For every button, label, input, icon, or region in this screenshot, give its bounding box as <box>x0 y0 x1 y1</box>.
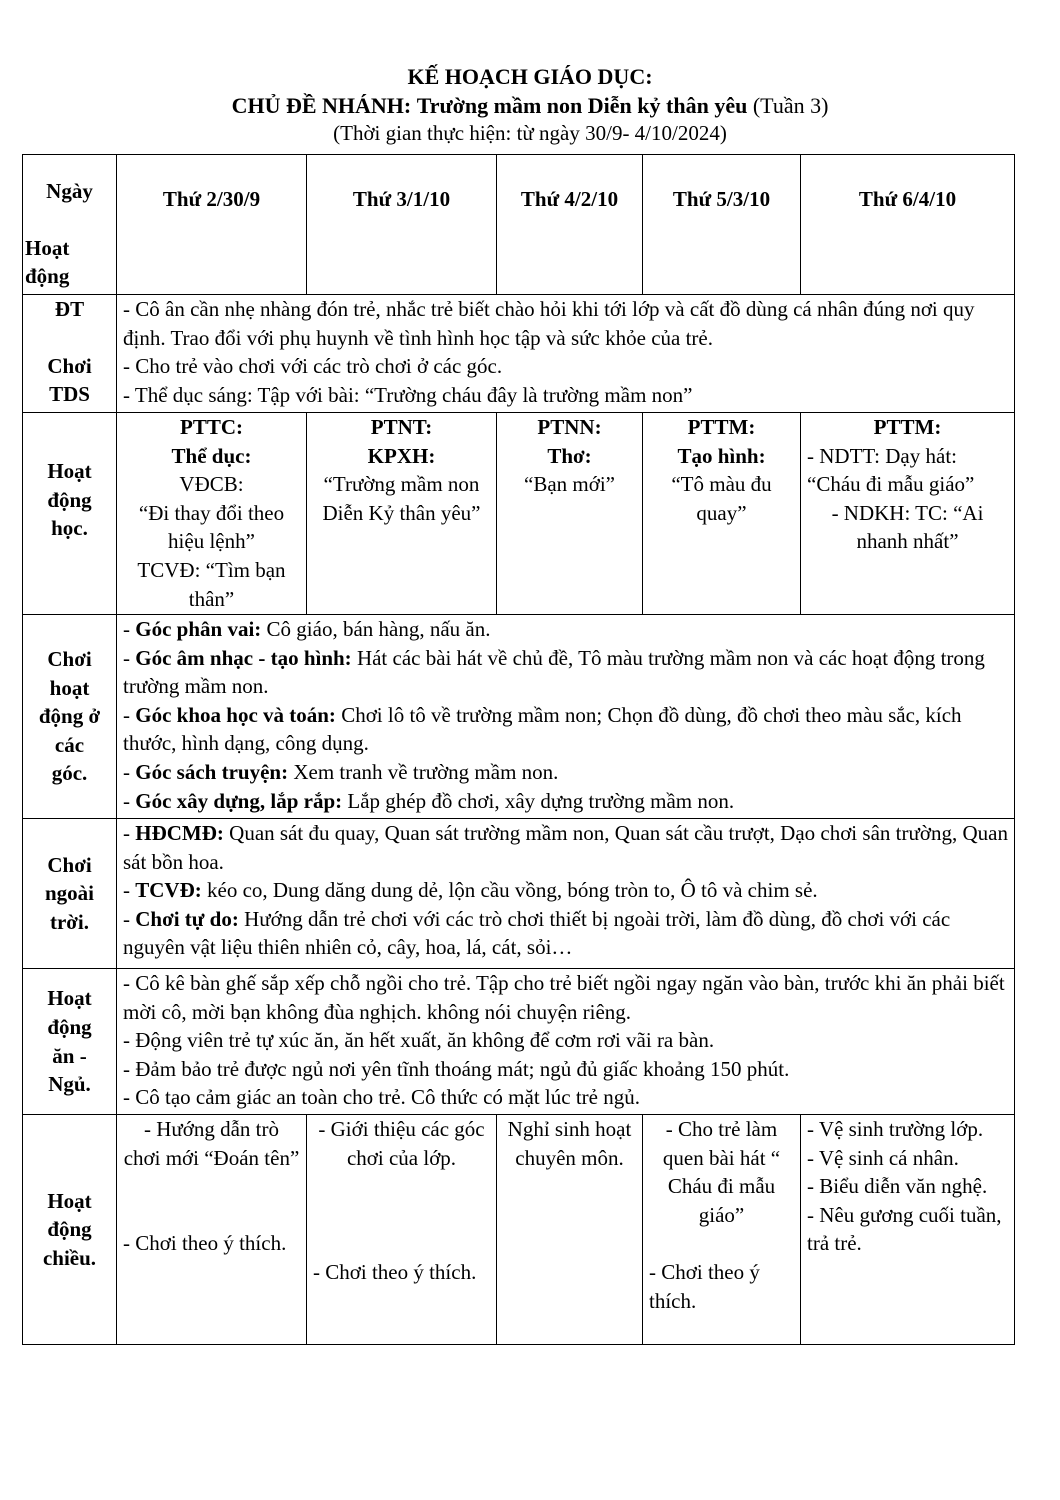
time-range: (Thời gian thực hiện: từ ngày 30/9- 4/10/2024) <box>333 121 727 145</box>
learning-fri-line: - NDKH: TC: “Ai nhanh nhất” <box>831 500 984 554</box>
learning-tue <box>307 413 497 615</box>
learning-mon-line: VĐCB: <box>179 472 244 497</box>
outdoor-item-text: kéo co, Dung dăng dung dẻ, lộn cầu vồng, bóng tròn to, Ô tô và chim sẻ. <box>207 878 818 903</box>
welcome-line: - Cho trẻ vào chơi với các trò chơi ở các góc. <box>123 354 503 379</box>
meal-label-4: Ngủ. <box>48 1072 91 1097</box>
corners-label-3: động ở <box>38 704 101 729</box>
afternoon-label-1: Hoạt <box>47 1188 92 1213</box>
subtitle-label: CHỦ ĐỀ NHÁNH: <box>231 93 412 118</box>
outdoor-item-text: Quan sát đu quay, Quan sát trường mầm non, Quan sát cầu trượt, Dạo chơi sân trường, Quan sát bồn hoa. <box>123 821 1008 874</box>
welcome-label <box>23 295 117 413</box>
corner-item-text: Xem tranh về trường mầm non. <box>293 759 559 784</box>
outdoor-row <box>23 819 1015 969</box>
learning-mon <box>117 413 307 615</box>
afternoon-fri-line: - Nêu gương cuối tuần, trả trẻ. <box>807 1202 1002 1256</box>
corner-item-text: Hát các bài hát về chủ đề, Tô màu trường mầm non và các hoạt động trong trường mầm non. <box>123 645 985 699</box>
welcome-row <box>23 295 1015 413</box>
learning-tue-line: “Trường mầm non Diễn Kỷ thân yêu” <box>322 472 481 525</box>
afternoon-thu-top: - Cho trẻ làm quen bài hát “ Cháu đi mẫu giáo” <box>662 1117 781 1227</box>
learning-label-2: động <box>47 487 92 512</box>
afternoon-wed <box>497 1115 643 1345</box>
afternoon-fri <box>801 1115 1015 1345</box>
afternoon-thu-bottom: - Chơi theo ý thích. <box>649 1260 760 1313</box>
corner-item-name: Góc âm nhạc - tạo hình: <box>135 645 352 670</box>
outdoor-item-name: HĐCMĐ: <box>135 821 224 845</box>
corners-label <box>23 615 117 819</box>
afternoon-row <box>23 1115 1015 1345</box>
afternoon-tue-top: - Giới thiệu các góc chơi của lớp. <box>318 1117 485 1170</box>
outdoor-item-text: Hướng dẫn trẻ chơi với các trò chơi thiết bị ngoài trời, làm đồ dùng, đồ chơi với các nguyên vật liệu thiên nhiên cỏ, cây, hoa, lá, cát, sỏi… <box>123 906 951 960</box>
day-header-mon: Thứ 2/30/9 <box>117 155 307 295</box>
afternoon-thu <box>643 1115 801 1345</box>
corner-item: - Góc khoa học và toán: Chơi lô tô về trường mầm non; Chọn đồ dùng, đồ chơi theo màu sắc, kích thước, hình dạng, công dụng. <box>123 702 962 756</box>
outdoor-label-2: ngoài <box>44 881 94 906</box>
learning-wed-area: PTNN: <box>537 415 602 439</box>
afternoon-tue <box>307 1115 497 1345</box>
meal-line: - Đảm bảo trẻ được ngủ nơi yên tĩnh thoáng mát; ngủ đủ giấc khoảng 150 phút. <box>123 1056 790 1081</box>
learning-thu-type: Tạo hình: <box>677 443 766 468</box>
corner-item-name: Góc sách truyện: <box>135 759 289 784</box>
learning-mon-type: Thể dục: <box>171 443 252 468</box>
learning-thu-area: PTTM: <box>687 415 756 439</box>
meal-label <box>23 969 117 1115</box>
learning-wed <box>497 413 643 615</box>
outdoor-item: - Chơi tự do: Hướng dẫn trẻ chơi với các trò chơi thiết bị ngoài trời, làm đồ dùng, đồ chơi với các nguyên vật liệu thiên nhiên cỏ, cây, hoa, lá, cát, sỏi… <box>123 906 951 960</box>
afternoon-fri-line: - Biểu diễn văn nghệ. <box>807 1174 988 1199</box>
afternoon-mon-top: - Hướng dẫn trò chơi mới “Đoán tên” <box>123 1117 300 1170</box>
learning-mon-line: TCVĐ: “Tìm bạn thân” <box>137 557 286 611</box>
learning-fri-area: PTTM: <box>873 415 942 439</box>
meal-label-1: Hoạt <box>47 986 92 1011</box>
document-title: KẾ HOẠCH GIÁO DỤC: <box>407 64 653 89</box>
subtitle-topic: Trường mầm non Diễn kỷ thân yêu <box>416 93 748 118</box>
corner-item-text: Chơi lô tô về trường mầm non; Chọn đồ dùng, đồ chơi theo màu sắc, kích thước, hình dạng, công dụng. <box>123 702 962 756</box>
welcome-line: - Thể dục sáng: Tập với bài: “Trường cháu đây là trường mầm non” <box>123 382 693 407</box>
welcome-line: - Cô ân cần nhẹ nhàng đón trẻ, nhắc trẻ biết chào hỏi khi tới lớp và cất đồ dùng cá nhân đúng nơi quy định. Trao đổi với phụ huynh về tình hình học tập và sức khỏe của trẻ. <box>123 297 975 350</box>
corner-cell <box>23 155 117 295</box>
corners-label-1: Chơi <box>47 647 92 672</box>
afternoon-fri-line: - Vệ sinh trường lớp. <box>807 1117 984 1141</box>
plan-table <box>22 154 1015 1345</box>
welcome-label-1: ĐT <box>54 297 85 321</box>
learning-tue-area: PTNT: <box>370 415 433 439</box>
corner-activity-1: Hoạt <box>25 235 70 260</box>
corner-item-name: Góc phân vai: <box>135 617 262 641</box>
afternoon-label <box>23 1115 117 1345</box>
learning-mon-area: PTTC: <box>180 415 243 439</box>
corner-item-name: Góc khoa học và toán: <box>135 702 336 727</box>
afternoon-wed-top: Nghỉ sinh hoạt chuyên môn. <box>507 1117 632 1170</box>
document-subtitle <box>0 91 1060 120</box>
meal-content <box>117 969 1015 1115</box>
day-header-tue: Thứ 3/1/10 <box>307 155 497 295</box>
meal-line: - Động viên trẻ tự xúc ăn, ăn hết xuất, ăn không để cơm rơi vãi ra bàn. <box>123 1028 715 1053</box>
welcome-label-3: TDS <box>49 382 90 407</box>
corner-item-text: Lắp ghép đồ chơi, xây dựng trường mầm non. <box>347 788 735 813</box>
corners-label-4: các <box>54 732 85 757</box>
learning-wed-type: Thơ: <box>547 443 592 468</box>
outdoor-label-3: trời. <box>49 909 90 934</box>
outdoor-content <box>117 819 1015 969</box>
meal-label-2: động <box>47 1014 92 1039</box>
day-header-row <box>23 155 1015 295</box>
meal-line: - Cô kê bàn ghế sắp xếp chỗ ngồi cho trẻ. Tập cho trẻ biết ngồi ngay ngăn vào bàn, trước khi ăn phải biết mời cô, mời bạn không đùa nghịch. không nói chuyện riêng. <box>123 971 1005 1024</box>
learning-fri <box>801 413 1015 615</box>
corner-item: - Góc sách truyện: Xem tranh về trường mầm non. <box>123 759 559 784</box>
afternoon-label-2: động <box>47 1217 92 1242</box>
learning-mon-line: “Đi thay đổi theo hiệu lệnh” <box>138 500 285 554</box>
meal-line: - Cô tạo cảm giác an toàn cho trẻ. Cô thức có mặt lúc trẻ ngủ. <box>123 1085 640 1110</box>
learning-label-3: học. <box>51 516 88 541</box>
corners-label-2: hoạt <box>49 675 90 700</box>
day-header-thu: Thứ 5/3/10 <box>643 155 801 295</box>
learning-thu <box>643 413 801 615</box>
outdoor-item: - HĐCMĐ: Quan sát đu quay, Quan sát trường mầm non, Quan sát cầu trượt, Dạo chơi sân trường, Quan sát bồn hoa. <box>123 821 1008 874</box>
corner-item: - Góc âm nhạc - tạo hình: Hát các bài hát về chủ đề, Tô màu trường mầm non và các hoạt động trong trường mầm non. <box>123 645 985 699</box>
day-header-fri: Thứ 6/4/10 <box>801 155 1015 295</box>
learning-thu-line: “Tô màu đu quay” <box>671 472 772 525</box>
outdoor-item-name: TCVĐ: <box>135 878 202 903</box>
learning-wed-line: “Bạn mới” <box>524 472 615 497</box>
day-header-wed: Thứ 4/2/10 <box>497 155 643 295</box>
welcome-content <box>117 295 1015 413</box>
learning-tue-type: KPXH: <box>367 443 436 468</box>
meal-label-3: ăn - <box>52 1043 87 1068</box>
learning-label-1: Hoạt <box>47 459 92 483</box>
document-header <box>0 62 1060 147</box>
learning-row <box>23 413 1015 615</box>
outdoor-item-name: Chơi tự do: <box>135 906 239 931</box>
outdoor-item: - TCVĐ: kéo co, Dung dăng dung dẻ, lộn cầu vồng, bóng tròn to, Ô tô và chim sẻ. <box>123 878 818 903</box>
learning-fri-line: - NDTT: Dạy hát: “Cháu đi mẫu giáo” <box>807 443 975 497</box>
corners-label-5: góc. <box>51 761 88 786</box>
outdoor-label-1: Chơi <box>47 852 92 877</box>
outdoor-label <box>23 819 117 969</box>
corners-content <box>117 615 1015 819</box>
afternoon-tue-bottom: - Chơi theo ý thích. <box>313 1260 477 1285</box>
corner-day: Ngày <box>46 179 93 203</box>
afternoon-mon-bottom: - Chơi theo ý thích. <box>123 1231 287 1256</box>
meal-row <box>23 969 1015 1115</box>
corner-item: - Góc xây dựng, lắp rắp: Lắp ghép đồ chơi, xây dựng trường mầm non. <box>123 788 735 813</box>
corner-item: - Góc phân vai: Cô giáo, bán hàng, nấu ăn. <box>123 617 491 641</box>
corners-row <box>23 615 1015 819</box>
corner-item-text: Cô giáo, bán hàng, nấu ăn. <box>266 617 491 641</box>
afternoon-fri-line: - Vệ sinh cá nhân. <box>807 1145 959 1170</box>
welcome-label-2: Chơi <box>47 353 92 378</box>
afternoon-mon <box>117 1115 307 1345</box>
subtitle-week: (Tuần 3) <box>752 93 829 118</box>
corner-item-name: Góc xây dựng, lắp rắp: <box>135 788 343 813</box>
corner-activity-2: động <box>25 264 70 289</box>
learning-label <box>23 413 117 615</box>
afternoon-label-3: chiều. <box>42 1245 97 1270</box>
